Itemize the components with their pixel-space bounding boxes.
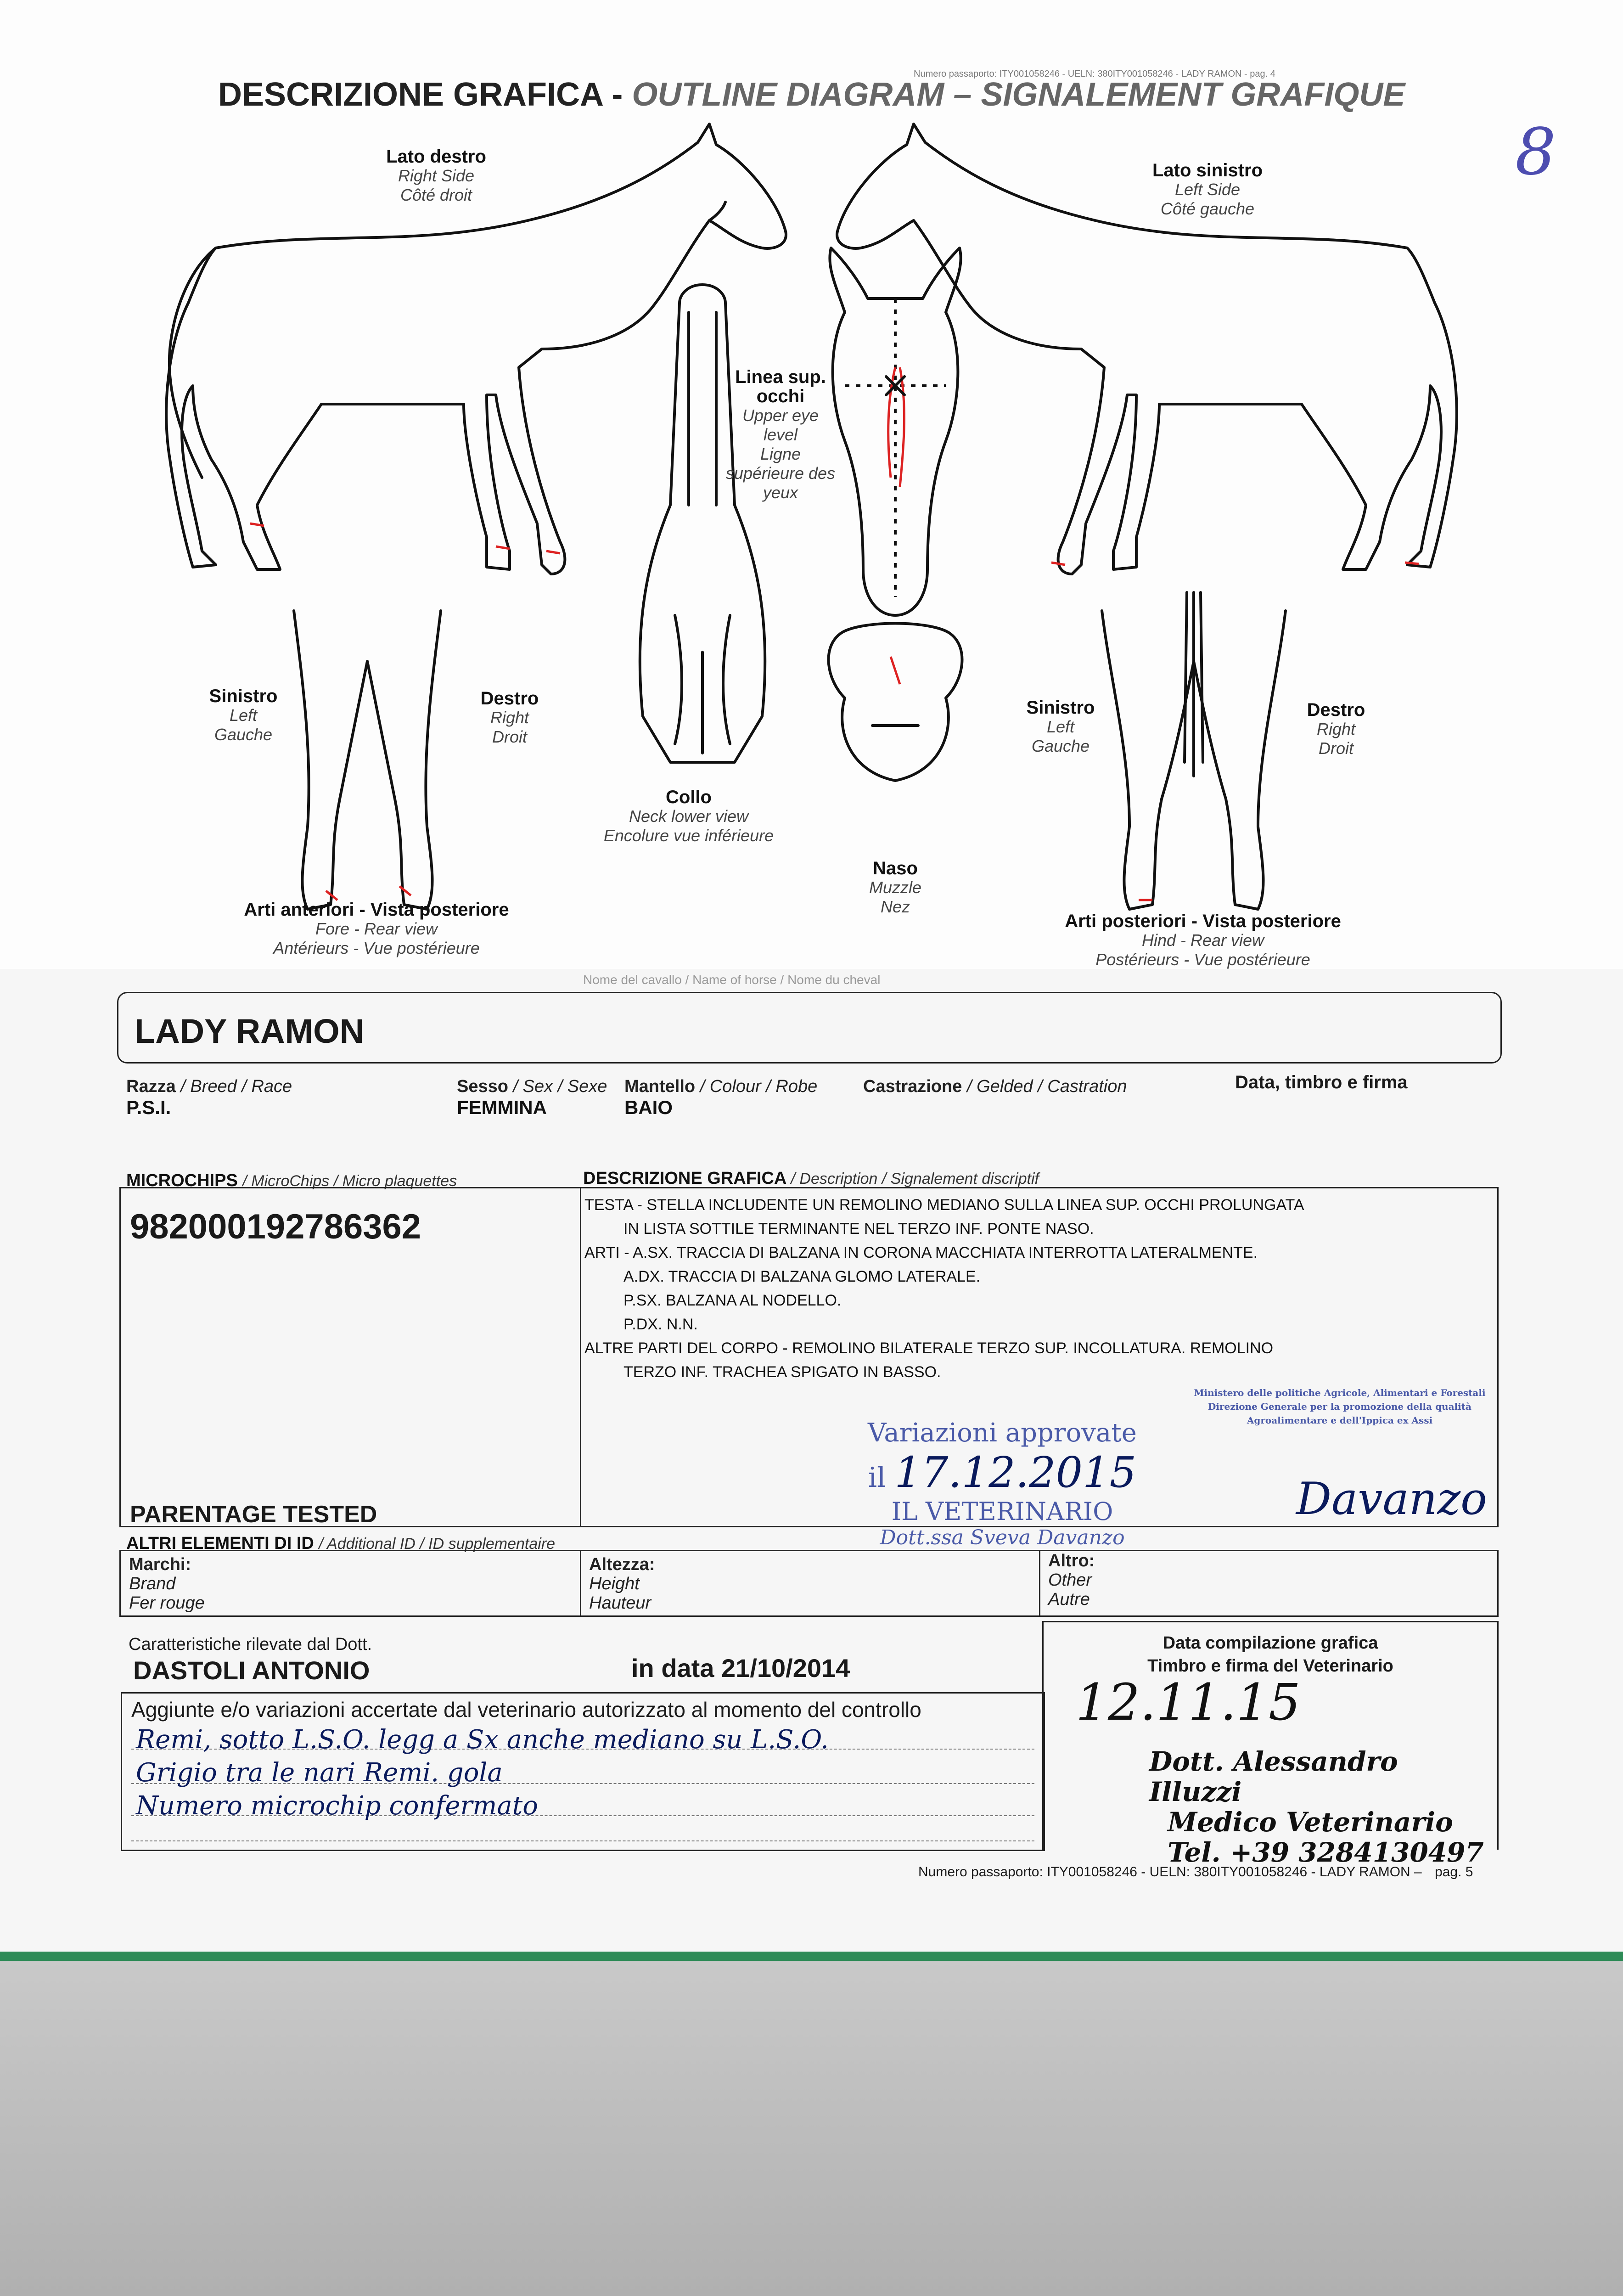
height-field: Altezza: Height Hauteur — [589, 1555, 655, 1613]
label-hindlegs: Arti posteriori - Vista posteriore Hind - Rear view Postérieurs - Vue postérieure — [1065, 911, 1341, 969]
binding-edge — [0, 1952, 1623, 1962]
description-line: P.SX. BALZANA AL NODELLO. — [623, 1292, 842, 1309]
recorded-by-label: Caratteristiche rilevate dal Dott. — [129, 1635, 372, 1654]
horse-name-label: Nome del cavallo / Name of horse / Nome du cheval — [583, 973, 881, 987]
description-line: IN LISTA SOTTILE TERMINANTE NEL TERZO INF. PONTE NASO. — [623, 1220, 1094, 1238]
muzzle-drawing — [829, 624, 962, 781]
sex-value: FEMMINA — [457, 1097, 547, 1118]
neck-lower-view-drawing — [640, 285, 765, 762]
label-fore-right: Destro Right Droit — [480, 688, 539, 746]
label-muzzle: Naso Muzzle Nez — [869, 858, 922, 916]
additions-box — [121, 1692, 1045, 1851]
description-line: TERZO INF. TRACHEA SPIGATO IN BASSO. — [623, 1363, 941, 1381]
label-hind-left: Sinistro Left Gauche — [1026, 698, 1095, 755]
head-front-view-drawing — [830, 248, 960, 615]
description-label: DESCRIZIONE GRAFICA / Description / Signalement discriptif — [583, 1169, 1039, 1188]
gelded-field: Castrazione / Gelded / Castration — [863, 1077, 1127, 1096]
recorded-by-name: DASTOLI ANTONIO — [133, 1656, 370, 1685]
forelegs-rear-view-drawing — [294, 611, 441, 909]
additional-id-box — [119, 1550, 1499, 1617]
vet-stamp: Dott. Alessandro Illuzzi Medico Veterinario Tel. +39 3284130497 — [1149, 1746, 1484, 1868]
page-number: pag. 5 — [1435, 1864, 1473, 1880]
colour-value: BAIO — [624, 1097, 673, 1118]
label-fore-left: Sinistro Left Gauche — [209, 686, 278, 744]
label-neck: Collo Neck lower view Encolure vue inférieure — [603, 787, 774, 845]
approval-stamp: Variazioni approvate il 17.12.2015 IL VETERINARIO Dott.ssa Sveva Davanzo — [868, 1418, 1137, 1549]
recorded-date: in data 21/10/2014 — [631, 1654, 850, 1683]
colour-field: Mantello / Colour / Robe BAIO — [624, 1077, 818, 1118]
description-text — [584, 1193, 1304, 1384]
compile-labels: Data compilazione grafica Timbro e firma del Veterinario — [1147, 1633, 1393, 1676]
date-stamp-signature-label: Data, timbro e firma — [1235, 1072, 1408, 1092]
diagram-title-translation: OUTLINE DIAGRAM – SIGNALEMENT GRAFIQUE — [632, 76, 1405, 113]
horse-outline-diagram — [0, 110, 1623, 969]
description-line: P.DX. N.N. — [623, 1316, 698, 1333]
other-field: Altro: Other Autre — [1048, 1551, 1095, 1609]
handwritten-page-mark: 8 — [1515, 115, 1556, 190]
compile-date: 12.11.15 — [1076, 1673, 1301, 1732]
parentage-tested: PARENTAGE TESTED — [130, 1501, 377, 1528]
additional-id-label: ALTRI ELEMENTI DI ID / Additional ID / ID supplementaire — [126, 1534, 556, 1553]
diagram-title: DESCRIZIONE GRAFICA - OUTLINE DIAGRAM – SIGNALEMENT GRAFIQUE — [218, 76, 1405, 113]
description-line: A.DX. TRACCIA DI BALZANA GLOMO LATERALE. — [623, 1268, 981, 1285]
horse-name: LADY RAMON — [135, 1012, 365, 1050]
microchip-number: 982000192786362 — [130, 1207, 421, 1246]
compile-signature-box — [1042, 1621, 1499, 1868]
additions-label: Aggiunte e/o variazioni accertate dal veterinario autorizzato al momento del controllo — [131, 1698, 921, 1722]
label-left-side: Lato sinistro Left Side Côté gauche — [1152, 160, 1263, 218]
additions-handwritten: Remi, sotto L.S.O. legg a Sx anche mediano su L.S.O. Grigio tra le nari Remi. gola Numero microchip confermato — [136, 1725, 829, 1821]
label-right-side: Lato destro Right Side Côté droit — [386, 146, 486, 204]
label-hind-right: Destro Right Droit — [1307, 700, 1365, 758]
hindlegs-rear-view-drawing — [1102, 592, 1286, 909]
sex-field: Sesso / Sex / Sexe FEMMINA — [457, 1077, 607, 1118]
footer-passport-ref: Numero passaporto: ITY001058246 - UELN: 380ITY001058246 - LADY RAMON – pag. 5 — [918, 1864, 1473, 1880]
description-line: ARTI - A.SX. TRACCIA DI BALZANA IN CORONA MACCHIATA INTERROTTA LATERALMENTE. — [584, 1244, 1258, 1261]
passport-ref-top: Numero passaporto: ITY001058246 - UELN: 380ITY001058246 - LADY RAMON - pag. 4 — [914, 69, 1275, 79]
microchip-label: MICROCHIPS / MicroChips / Micro plaquettes — [126, 1171, 457, 1190]
ministry-stamp: Ministero delle politiche Agricole, Alimentari e Forestali Direzione Generale per la promozione della qualità Agroalimentare e dell'Ippica ex Assi — [1194, 1387, 1486, 1426]
vet-signature: Davanzo — [1296, 1473, 1487, 1525]
breed-field: Razza / Breed / Race P.S.I. — [126, 1077, 292, 1118]
description-line: TESTA - STELLA INCLUDENTE UN REMOLINO MEDIANO SULLA LINEA SUP. OCCHI PROLUNGATA — [584, 1196, 1304, 1214]
label-forelegs: Arti anteriori - Vista posteriore Fore - Rear view Antérieurs - Vue postérieure — [244, 900, 509, 957]
horse-name-box — [117, 992, 1502, 1064]
scan-background — [0, 1961, 1623, 2296]
label-eye-line: Linea sup. occhi Upper eye level Ligne supérieure des yeux — [725, 367, 836, 502]
breed-value: P.S.I. — [126, 1097, 171, 1118]
approval-date: 17.12.2015 — [894, 1448, 1137, 1497]
description-line: ALTRE PARTI DEL CORPO - REMOLINO BILATERALE TERZO SUP. INCOLLATURA. REMOLINO — [584, 1339, 1274, 1357]
brand-field: Marchi: Brand Fer rouge — [129, 1555, 205, 1613]
